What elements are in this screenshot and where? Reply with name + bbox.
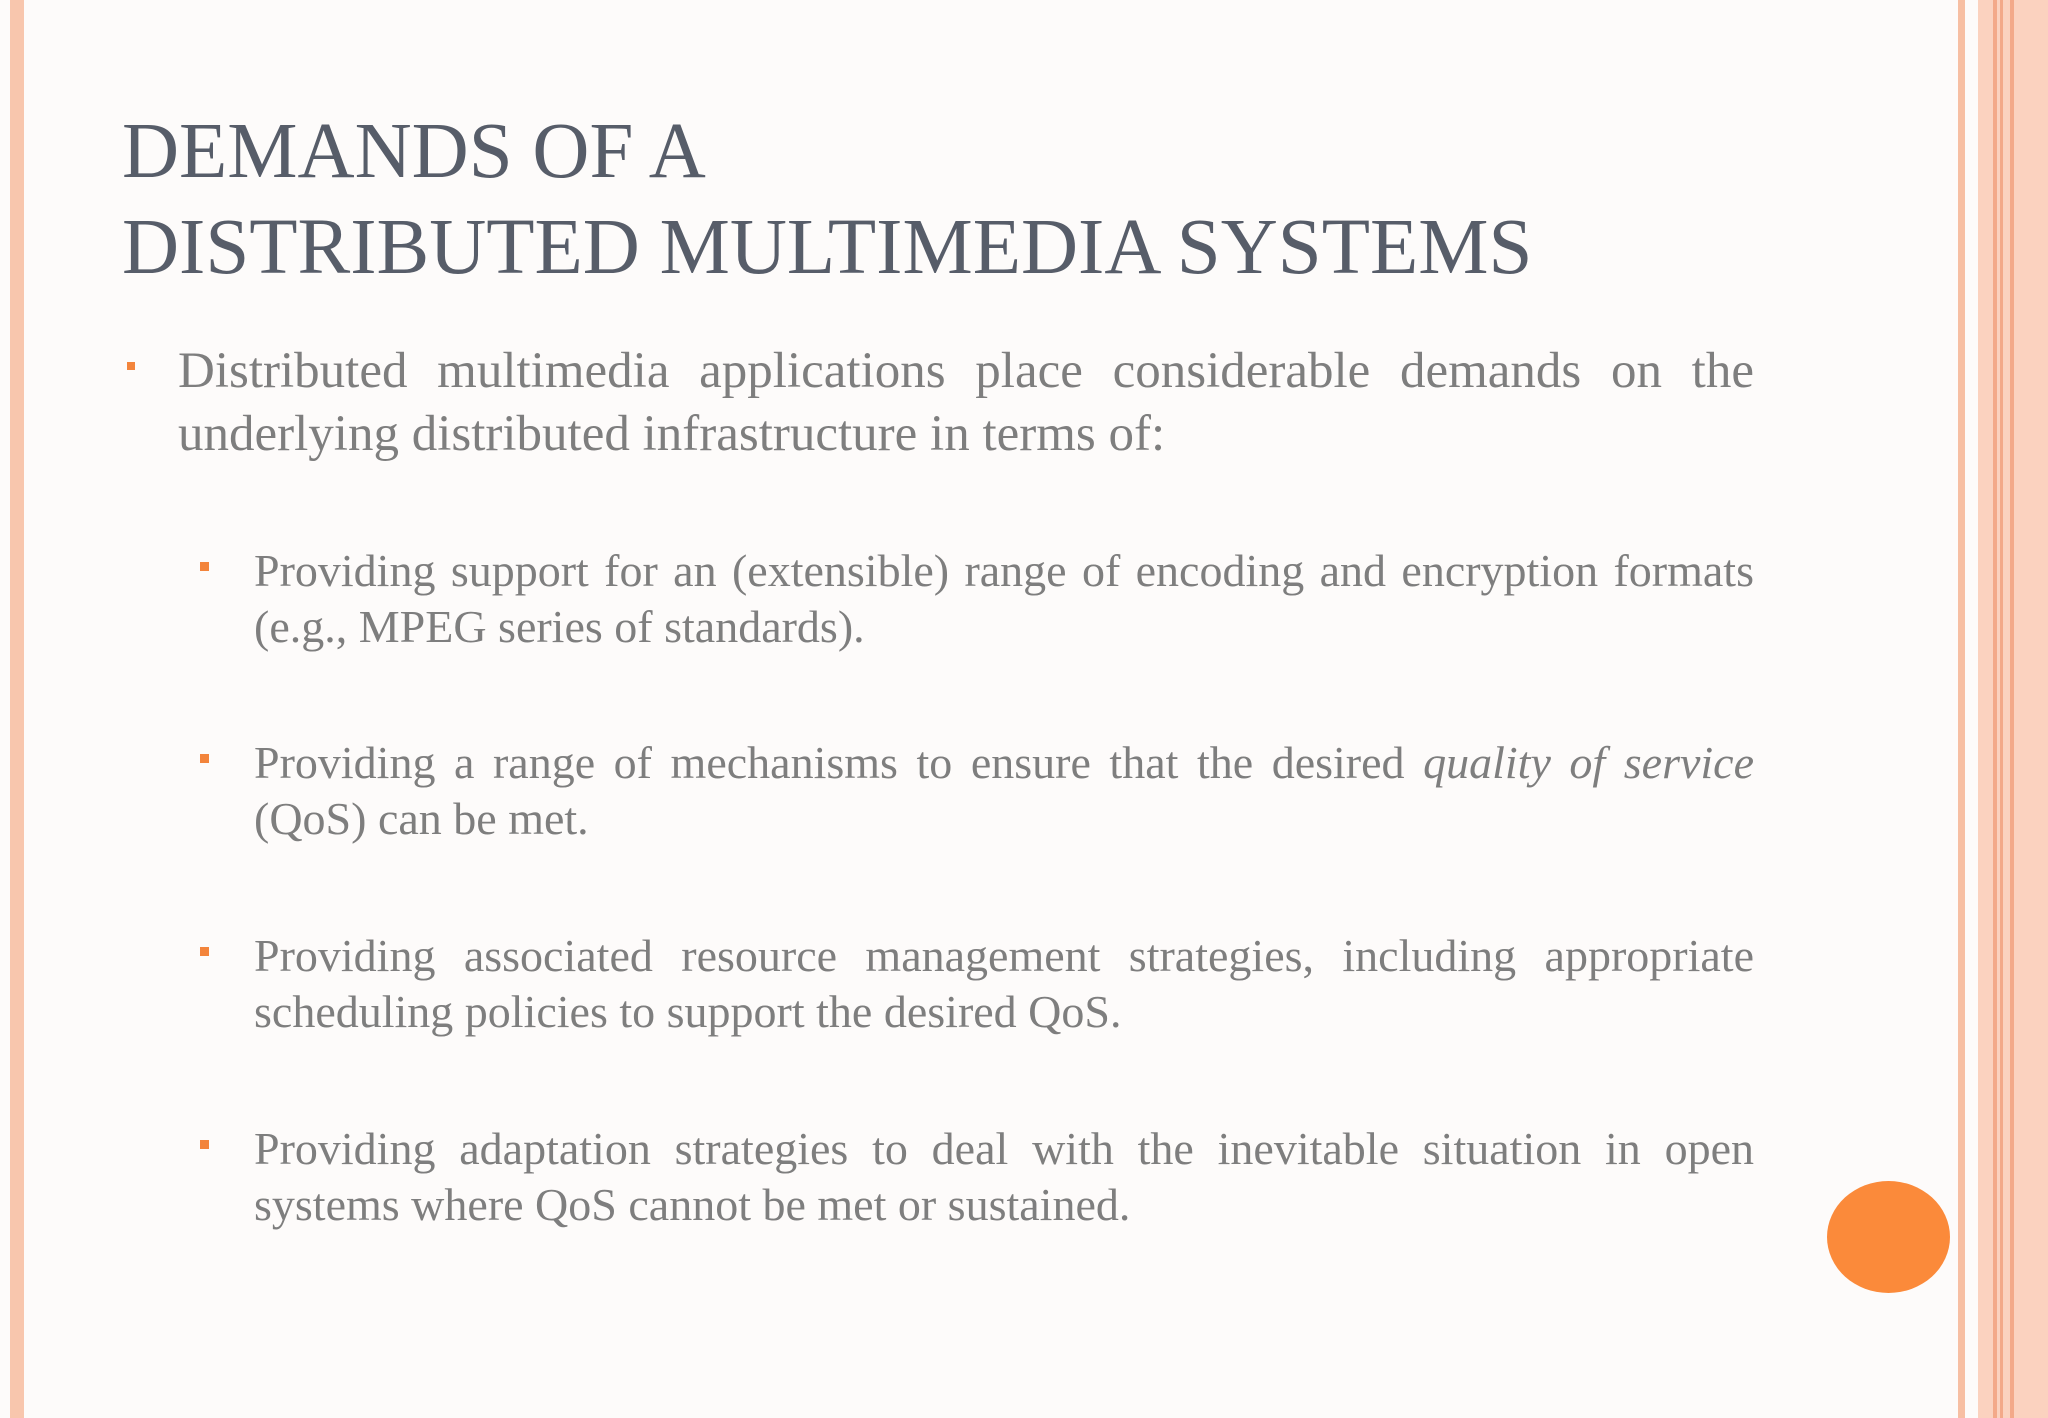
square-bullet-icon — [200, 562, 209, 571]
right-decorative-line — [1993, 0, 1997, 1418]
sub-bullet-text-after: (QoS) can be met. — [254, 793, 589, 844]
sub-bullet-emphasis: quality of service — [1423, 737, 1754, 788]
square-bullet-icon — [127, 362, 135, 370]
sub-bullet-text: Providing associated resource management strategies, including appropriate scheduling policies to support the desired QoS. — [254, 930, 1754, 1037]
slide-body — [122, 340, 1754, 1233]
main-bullet — [122, 340, 1754, 466]
sub-bullet-list — [122, 543, 1754, 1233]
square-bullet-icon — [200, 947, 209, 956]
sub-bullet-encoding-formats — [198, 543, 1754, 655]
main-bullet-text: Distributed multimedia applications place considerable demands on the underlying distributed infrastructure in terms of: — [178, 343, 1754, 462]
square-bullet-icon — [200, 1140, 209, 1149]
right-decorative-stripe — [1958, 0, 1965, 1418]
sub-bullet-qos-mechanisms — [198, 735, 1754, 847]
orange-circle-decoration — [1827, 1181, 1950, 1293]
sub-bullet-adaptation-strategies — [198, 1121, 1754, 1233]
square-bullet-icon — [200, 754, 209, 763]
left-decorative-stripe — [10, 0, 24, 1418]
sub-bullet-text: Providing adaptation strategies to deal with the inevitable situation in open systems where QoS cannot be met or sustained. — [254, 1123, 1754, 1230]
slide-title — [122, 104, 1822, 296]
right-decorative-line — [2000, 0, 2003, 1418]
sub-bullet-text-before: Providing a range of mechanisms to ensure that the desired — [254, 737, 1424, 788]
slide-title-line-2: DISTRIBUTED MULTIMEDIA SYSTEMS — [122, 204, 1533, 291]
sub-bullet-resource-management — [198, 928, 1754, 1040]
slide-title-line-1: DEMANDS OF A — [122, 108, 706, 195]
sub-bullet-text: Providing support for an (extensible) range of encoding and encryption formats (e.g., MPEG series of standards). — [254, 545, 1754, 652]
right-decorative-line — [2010, 0, 2014, 1418]
